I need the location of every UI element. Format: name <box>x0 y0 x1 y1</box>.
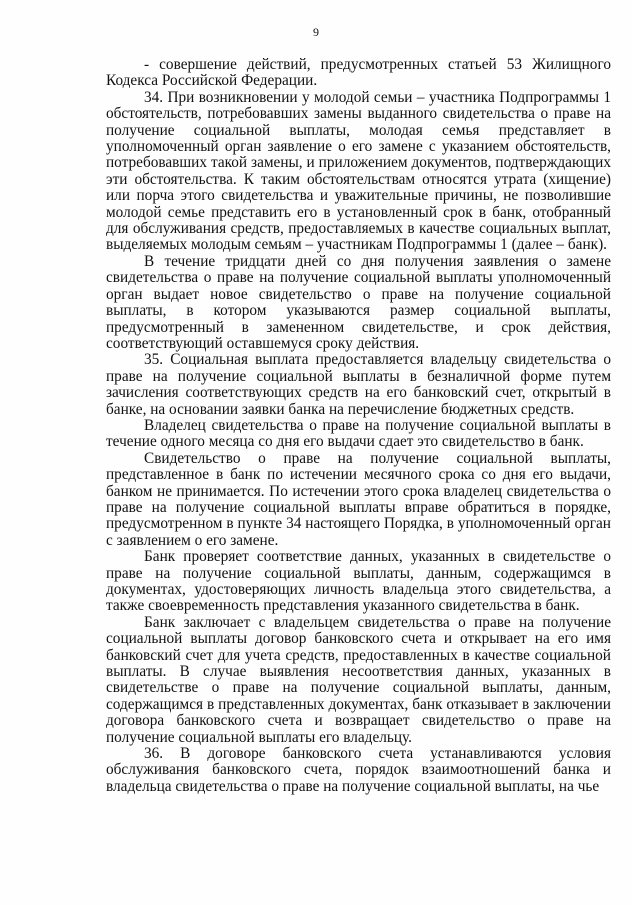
paragraph: 35. Социальная выплата предоставляется владельцу свидетельства о праве на получение социальной выплаты в безналичной форме путем зачисления соответствующих средств на его банковский счет, открытый в банке, на основании заявки банка на перечисление бюджетных средств. <box>106 351 611 418</box>
paragraph: Банк заключает с владельцем свидетельства о праве на получение социальной выплаты договор банковского счета и открывает на его имя банковский счет для учета средств, предоставленных в качестве социальной выплаты. В случае выявления несоответствия данных, указанных в свидетельстве о праве на получение социальной выплаты, данным, содержащимся в представленных документах, банк отказывает в заключении договора банковского счета и возвращает свидетельство о праве на получение социальной выплаты его владельцу. <box>106 613 611 746</box>
document-body <box>106 57 611 795</box>
paragraph: - совершение действий, предусмотренных статьей 53 Жилищного Кодекса Российской Федерации. <box>106 56 611 90</box>
paragraph: В течение тридцати дней со дня получения заявления о замене свидетельства о праве на получение социальной выплаты уполномоченный орган выдает новое свидетельство о праве на получение социальной выплаты, в котором указываются размер социальной выплаты, предусмотренный в замененном свидетельстве, и срок действия, соответствующий оставшемуся сроку действия. <box>106 252 611 352</box>
paragraph: Владелец свидетельства о праве на получение социальной выплаты в течение одного месяца со дня его выдачи сдает это свидетельство в банк. <box>106 416 611 451</box>
paragraph: Свидетельство о праве на получение социальной выплаты, представленное в банк по истечении месячного срока со дня его выдачи, банком не принимается. По истечении этого срока владелец свидетельства о праве на получение социальной выплаты вправе обратиться в порядке, предусмотренном в пункте 34 настоящего Порядка, в уполномоченный орган с заявлением о его замене. <box>106 449 611 549</box>
page-number: 9 <box>313 25 319 39</box>
paragraph: 34. При возникновении у молодой семьи – участника Подпрограммы 1 обстоятельств, потребовавших замены выданного свидетельства о праве на получение социальной выплаты, молодая семья представляет в уполномоченный орган заявление о его замене с указанием обстоятельств, потребовавших такой замены, и приложением документов, подтверждающих эти обстоятельства. К таким обстоятельствам относятся утрата (хищение) или порча этого свидетельства и уважительные причины, не позволившие молодой семье представить его в установленный срок в банк, отобранный для обслуживания средств, предоставляемых в качестве социальных выплат, выделяемых молодым семьям – участникам Подпрограммы 1 (далее – банк). <box>106 88 611 254</box>
paragraph: 36. В договоре банковского счета устанавливаются условия обслуживания банковского счета, порядок взаимоотношений банка и владельца свидетельства о праве на получение социальной выплаты, на чье <box>106 745 611 795</box>
paragraph: Банк проверяет соответствие данных, указанных в свидетельстве о праве на получение социальной выплаты, данным, содержащимся в документах, удостоверяющих личность владельца этого свидетельства, а также своевременность представления указанного свидетельства в банк. <box>106 548 611 615</box>
